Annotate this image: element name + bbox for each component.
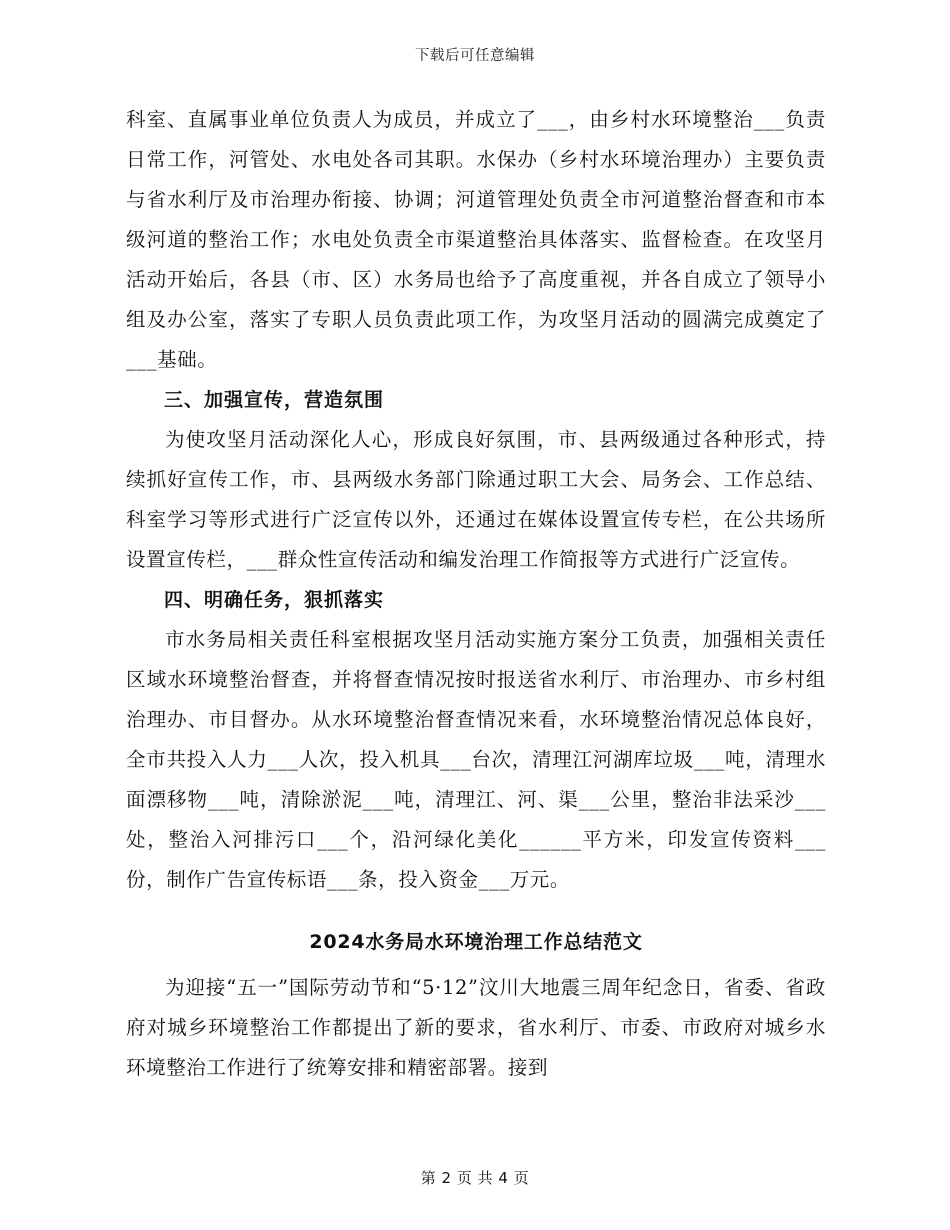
- paragraph-section-three: 为使攻坚月活动深化人心，形成良好氛围，市、县两级通过各种形式，持续抓好宣传工作，市、县两级水务部门除通过职工大会、局务会、工作总结、科室学习等形式进行广泛宣传以外，还通过在媒体设置宣传专栏，在公共场所设置宣传栏，___群众性宣传活动和编发治理工作简报等方式进行广泛宣传。: [126, 428, 826, 571]
- page-header-watermark: 下载后可任意编辑: [415, 48, 535, 64]
- paragraph-section-four: 市水务局相关责任科室根据攻坚月活动实施方案分工负责，加强相关责任区域水环境整治督查，并将督查情况按时报送省水利厅、市治理办、市乡村组治理办、市目督办。从水环境整治督查情况来看，水环境整治情况总体良好，全市共投入人力___人次，投入机具___台次，清理江河湖库垃圾___吨，清理水面漂移物___吨，清除淤泥___吨，清理江、河、渠___公里，整治非法采沙___处，整治入河排污口___个，沿河绿化美化______平方米，印发宣传资料___份，制作广告宣传标语___条，投入资金___万元。: [126, 628, 826, 891]
- document-body: [126, 100, 826, 1088]
- section-heading-three: 三、加强宣传，营造氛围: [164, 389, 385, 411]
- section-heading-four: 四、明确任务，狠抓落实: [164, 589, 385, 611]
- page-footer: 第 2 页 共 4 页: [420, 1169, 530, 1187]
- paragraph-intro: 为迎接“五一”国际劳动节和“5·12”汶川大地震三周年纪念日，省委、省政府对城乡环境整治工作都提出了新的要求，省水利厅、市委、市政府对城乡水环境整治工作进行了统筹安排和精密部署。接到: [126, 976, 826, 1079]
- document-subtitle: 2024水务局水环境治理工作总结范文: [309, 931, 643, 953]
- paragraph-continued: 科室、直属事业单位负责人为成员，并成立了___，由乡村水环境整治___负责日常工作，河管处、水电处各司其职。水保办（乡村水环境治理办）主要负责与省水利厅及市治理办衔接、协调；河道管理处负责全市河道整治督查和市本级河道的整治工作；水电处负责全市渠道整治具体落实、监督检查。在攻坚月活动开始后，各县（市、区）水务局也给予了高度重视，并各自成立了领导小组及办公室，落实了专职人员负责此项工作，为攻坚月活动的圆满完成奠定了___基础。: [126, 108, 826, 371]
